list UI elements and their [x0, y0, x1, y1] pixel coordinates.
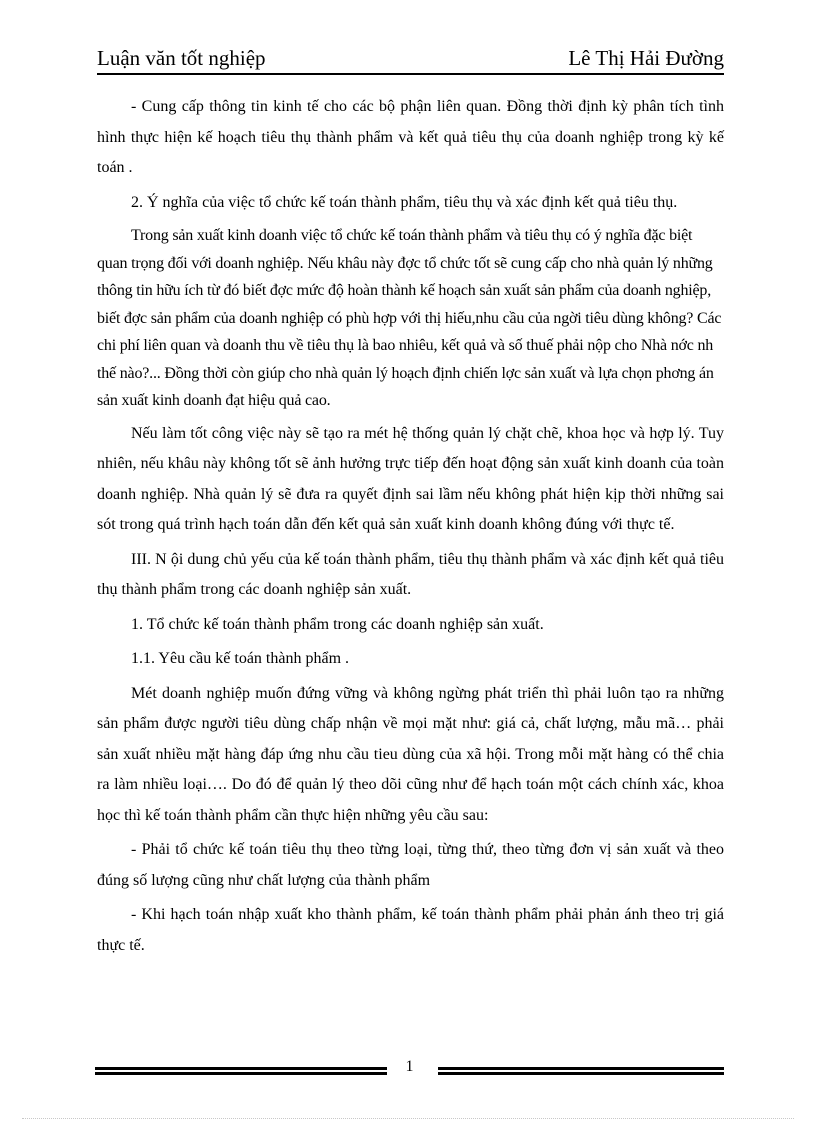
header-rule — [97, 73, 724, 75]
page-number: 1 — [405, 1058, 414, 1075]
paragraph: Trong sản xuất kinh doanh việc tổ chức kế toán thành phẩm và tiêu thụ có ý nghĩa đặc biệt quan trọng đối với doanh nghiệp. Nếu khâu này đợc tổ chức tốt sẽ cung cấp cho nhà quản lý những thông tin hữu ích từ đó biết đợc mức độ hoàn thành kế hoạch sản xuất sản phẩm của doanh nghiệp, biết đợc sản phẩm của doanh nghiệp có phù hợp với thị hiếu,nhu cầu của ngời tiêu dùng không? Các chi phí liên quan và doanh thu về tiêu thụ là bao nhiêu, kết quả và số thuế phải nộp cho Nhà nớc nh thế nào?... Đồng thời còn giúp cho nhà quản lý hoạch định chiến lợc sản xuất và lựa chọn phơng án sản xuất kinh doanh đạt hiệu quả cao. — [97, 227, 722, 409]
header-author: Lê Thị Hải Đường — [568, 46, 724, 70]
header-title: Luận văn tốt nghiệp — [97, 46, 266, 70]
paragraph: Nếu làm tốt công việc này sẽ tạo ra mét hệ thống quản lý chặt chẽ, khoa học và hợp lý. Tuy nhiên, nếu khâu này không tốt sẽ ảnh hưởng trực tiếp đến hoạt động sản xuất kinh doanh của toàn doanh nghiệp. Nhà quản lý sẽ đưa ra quyết định sai lầm nếu không phát hiện kịp thời những sai sót trong quá trình hạch toán dẫn đến kết quả sản xuất kinh doanh không đúng với thực tế. — [97, 424, 724, 533]
section-heading: 2. Ý nghĩa của việc tổ chức kế toán thành phẩm, tiêu thụ và xác định kết quả tiêu thụ. — [131, 193, 678, 211]
page-header — [97, 46, 724, 74]
subsection-heading: 1. Tổ chức kế toán thành phẩm trong các doanh nghiệp sản xuất. — [131, 615, 544, 633]
subsection-heading: 1.1. Yêu cầu kế toán thành phẩm . — [131, 650, 350, 667]
paragraph: - Phải tổ chức kế toán tiêu thụ theo từng loại, từng thứ, theo từng đơn vị sản xuất và theo đúng số lượng cũng như chất lượng của thành phẩm — [97, 841, 724, 889]
footer-rule-right — [438, 1067, 724, 1072]
paragraph: - Khi hạch toán nhập xuất kho thành phẩm, kế toán thành phẩm phải phản ánh theo trị giá thực tế. — [97, 906, 724, 954]
page-footer — [95, 1058, 724, 1082]
page-body — [97, 92, 724, 965]
section-heading: III. N ội dung chủ yếu của kế toán thành phẩm, tiêu thụ thành phẩm và xác định kết quả tiêu thụ thành phẩm trong các doanh nghiệp sản xuất. — [97, 550, 724, 598]
paragraph: - Cung cấp thông tin kinh tế cho các bộ phận liên quan. Đồng thời định kỳ phân tích tình hình thực hiện kế hoạch tiêu thụ thành phẩm và kết quả tiêu thụ của doanh nghiệp trong kỳ kế toán . — [97, 98, 724, 176]
page-boundary — [22, 1118, 794, 1119]
paragraph: Mét doanh nghiệp muốn đứng vững và không ngừng phát triển thì phải luôn tạo ra những sản phẩm được người tiêu dùng chấp nhận về mọi mặt như: giá cả, chất lượng, mẫu mã… phải sản xuất nhiều mặt hàng đáp ứng nhu cầu tieu dùng của xã hội. Trong mỗi mặt hàng có thể chia ra làm nhiều loại…. Do đó để quản lý theo dõi cũng như để hạch toán một cách chính xác, khoa học thì kế toán thành phẩm cần thực hiện những yêu cầu sau: — [97, 684, 724, 824]
